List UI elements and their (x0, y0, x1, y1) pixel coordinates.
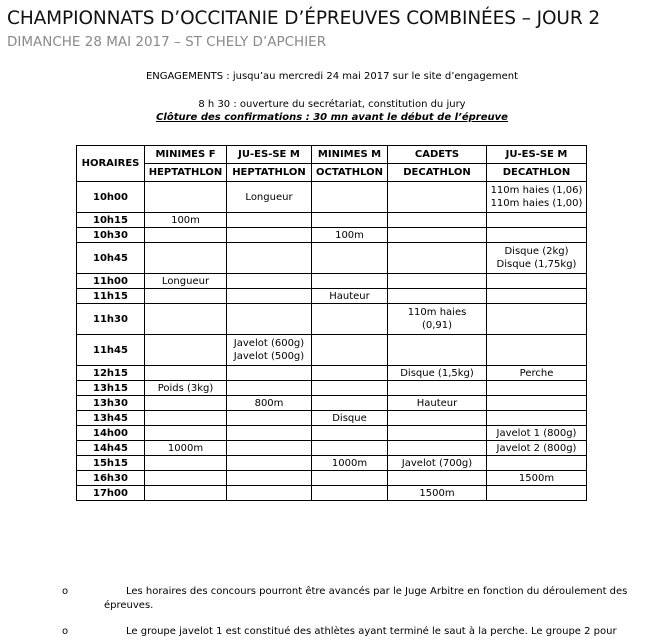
schedule-row (77, 441, 587, 456)
event-cell (388, 289, 487, 304)
event-cell-line: Disque (1,75kg) (496, 259, 577, 270)
time-cell: 17h00 (77, 486, 145, 501)
event-cell (388, 274, 487, 289)
time-cell: 13h15 (77, 381, 145, 396)
event-cell-line: 1500m (419, 487, 455, 499)
opening-notice: 8 h 30 : ouverture du secrétariat, constitution du jury (198, 99, 466, 110)
event-cell (145, 381, 227, 396)
event-cell (388, 456, 487, 471)
event-cell-line: Javelot 2 (800g) (496, 442, 577, 454)
category-header: JU-ES-SE M (487, 146, 587, 164)
event-cell-line: Hauteur (329, 290, 370, 302)
event-cell (145, 411, 227, 426)
event-cell (227, 213, 312, 228)
schedule-row (77, 396, 587, 411)
event-cell (145, 471, 227, 486)
note-text: Le groupe javelot 1 est constitué des athlètes ayant terminé le saut à la perche. Le groupe 2 pour (126, 626, 617, 637)
event-cell (388, 411, 487, 426)
event-cell (388, 396, 487, 411)
category-header-row (77, 146, 587, 164)
event-cell (388, 335, 487, 366)
event-cell-line: 1000m (167, 442, 204, 454)
event-cell (145, 426, 227, 441)
schedule-row (77, 366, 587, 381)
event-header-row (77, 164, 587, 182)
event-cell-line: Javelot 1 (800g) (496, 427, 577, 439)
time-cell: 15h15 (77, 456, 145, 471)
event-cell (227, 304, 312, 335)
schedule-row (77, 456, 587, 471)
event-cell-line: Longueur (161, 275, 210, 287)
event-cell (487, 411, 587, 426)
time-cell: 10h30 (77, 228, 145, 243)
schedule-body (77, 182, 587, 501)
event-cell-line: Longueur (245, 191, 293, 203)
note-item (62, 625, 652, 639)
event-cell (487, 335, 587, 366)
event-cell (312, 381, 388, 396)
event-cell (312, 486, 388, 501)
closing-notice: Clôture des confirmations : 30 mn avant le début de l’épreuve (156, 112, 508, 123)
event-cell (388, 486, 487, 501)
schedule-row (77, 381, 587, 396)
event-cell (388, 213, 487, 228)
horaires-header: HORAIRES (77, 146, 145, 182)
time-cell: 11h00 (77, 274, 145, 289)
event-cell-line: Javelot (600g) (233, 338, 305, 349)
event-cell (145, 486, 227, 501)
event-cell (227, 471, 312, 486)
event-cell (487, 396, 587, 411)
event-cell (145, 456, 227, 471)
category-header: JU-ES-SE M (227, 146, 312, 164)
event-cell (487, 471, 587, 486)
schedule-row (77, 486, 587, 501)
time-cell: 13h30 (77, 396, 145, 411)
engagements-notice: ENGAGEMENTS : jusqu’au mercredi 24 mai 2017 sur le site d’engagement (145, 71, 519, 82)
document-subtitle: DIMANCHE 28 MAI 2017 – ST CHELY D’APCHIER (7, 34, 327, 50)
event-cell (487, 456, 587, 471)
event-cell (487, 441, 587, 456)
event-cell (487, 274, 587, 289)
event-cell-line: Disque (2kg) (504, 246, 569, 257)
event-cell (312, 441, 388, 456)
event-cell-line: 1500m (518, 472, 555, 484)
event-cell (312, 304, 388, 335)
event-cell-line: (0,91) (421, 320, 453, 331)
event-cell (312, 274, 388, 289)
event-cell (312, 213, 388, 228)
event-cell (388, 182, 487, 213)
event-cell-line: 100m (335, 229, 364, 241)
event-cell (312, 335, 388, 366)
event-cell (227, 411, 312, 426)
time-cell: 12h15 (77, 366, 145, 381)
event-cell (312, 228, 388, 243)
event-cell (145, 289, 227, 304)
time-cell: 10h45 (77, 243, 145, 274)
notes-list (62, 585, 652, 639)
time-cell: 11h15 (77, 289, 145, 304)
category-header: CADETS (388, 146, 487, 164)
category-header: MINIMES F (145, 146, 227, 164)
event-cell (145, 335, 227, 366)
event-header: HEPTATHLON (227, 164, 312, 182)
event-cell (145, 441, 227, 456)
event-cell (227, 381, 312, 396)
schedule-row (77, 289, 587, 304)
schedule-row (77, 471, 587, 486)
event-cell (487, 426, 587, 441)
time-cell: 16h30 (77, 471, 145, 486)
event-header: DECATHLON (487, 164, 587, 182)
schedule-row (77, 426, 587, 441)
event-cell-line: 800m (254, 397, 284, 409)
schedule-row (77, 335, 587, 366)
schedule-row (77, 213, 587, 228)
event-header: DECATHLON (388, 164, 487, 182)
event-cell (227, 486, 312, 501)
event-cell-line: 100m (171, 214, 200, 226)
event-cell (227, 289, 312, 304)
event-cell (145, 182, 227, 213)
event-cell (388, 243, 487, 274)
bullet-icon: o (62, 586, 69, 597)
event-cell (487, 243, 587, 274)
event-cell (312, 456, 388, 471)
event-cell-line: Hauteur (416, 397, 458, 409)
event-cell-line: 1000m (331, 457, 368, 469)
event-cell (312, 243, 388, 274)
note-text: Les horaires des concours pourront être avancés par le Juge Arbitre en fonction du déroulement des épreuves. (104, 586, 628, 611)
time-cell: 10h15 (77, 213, 145, 228)
event-cell (312, 426, 388, 441)
bullet-icon: o (62, 626, 69, 637)
event-cell (227, 182, 312, 213)
event-cell-line: Poids (3kg) (157, 382, 214, 394)
event-cell (145, 228, 227, 243)
event-cell (388, 304, 487, 335)
event-cell (312, 471, 388, 486)
event-cell (227, 456, 312, 471)
event-cell (227, 335, 312, 366)
category-header: MINIMES M (312, 146, 388, 164)
schedule-row (77, 243, 587, 274)
event-cell (145, 243, 227, 274)
time-cell: 10h00 (77, 182, 145, 213)
event-cell (312, 289, 388, 304)
event-cell (388, 366, 487, 381)
time-cell: 11h45 (77, 335, 145, 366)
event-cell (312, 396, 388, 411)
event-header: OCTATHLON (312, 164, 388, 182)
event-cell (145, 366, 227, 381)
time-cell: 13h45 (77, 411, 145, 426)
schedule-row (77, 304, 587, 335)
event-cell (487, 213, 587, 228)
event-cell-line: Javelot (700g) (401, 457, 473, 469)
event-header: HEPTATHLON (145, 164, 227, 182)
event-cell (487, 486, 587, 501)
event-cell (312, 411, 388, 426)
event-cell (145, 213, 227, 228)
note-item (62, 585, 652, 613)
event-cell (227, 243, 312, 274)
event-cell (145, 396, 227, 411)
event-cell-line: Javelot (500g) (233, 351, 305, 362)
event-cell (388, 381, 487, 396)
event-cell (388, 228, 487, 243)
event-cell (312, 182, 388, 213)
event-cell (227, 441, 312, 456)
schedule-row (77, 274, 587, 289)
time-cell: 14h00 (77, 426, 145, 441)
event-cell (145, 274, 227, 289)
event-cell (227, 274, 312, 289)
time-cell: 14h45 (77, 441, 145, 456)
event-cell-line: 110m haies (407, 307, 467, 318)
event-cell (487, 182, 587, 213)
time-cell: 11h30 (77, 304, 145, 335)
event-cell (487, 366, 587, 381)
event-cell (487, 289, 587, 304)
schedule-table (76, 145, 587, 501)
schedule-row (77, 411, 587, 426)
event-cell (227, 396, 312, 411)
schedule-row (77, 182, 587, 213)
event-cell (487, 304, 587, 335)
event-cell (312, 366, 388, 381)
event-cell-line: 110m haies (1,06) (490, 185, 583, 196)
event-cell (388, 426, 487, 441)
event-cell-line: Perche (519, 367, 554, 379)
event-cell (388, 471, 487, 486)
event-cell-line: Disque (332, 412, 367, 424)
event-cell (388, 441, 487, 456)
event-cell-line: Disque (1,5kg) (400, 367, 474, 379)
event-cell (227, 228, 312, 243)
event-cell (227, 366, 312, 381)
event-cell (487, 228, 587, 243)
event-cell (487, 381, 587, 396)
event-cell (145, 304, 227, 335)
document-title: CHAMPIONNATS D’OCCITANIE D’ÉPREUVES COMBINÉES – JOUR 2 (7, 8, 601, 29)
event-cell (227, 426, 312, 441)
event-cell-line: 110m haies (1,00) (490, 198, 583, 209)
schedule-row (77, 228, 587, 243)
